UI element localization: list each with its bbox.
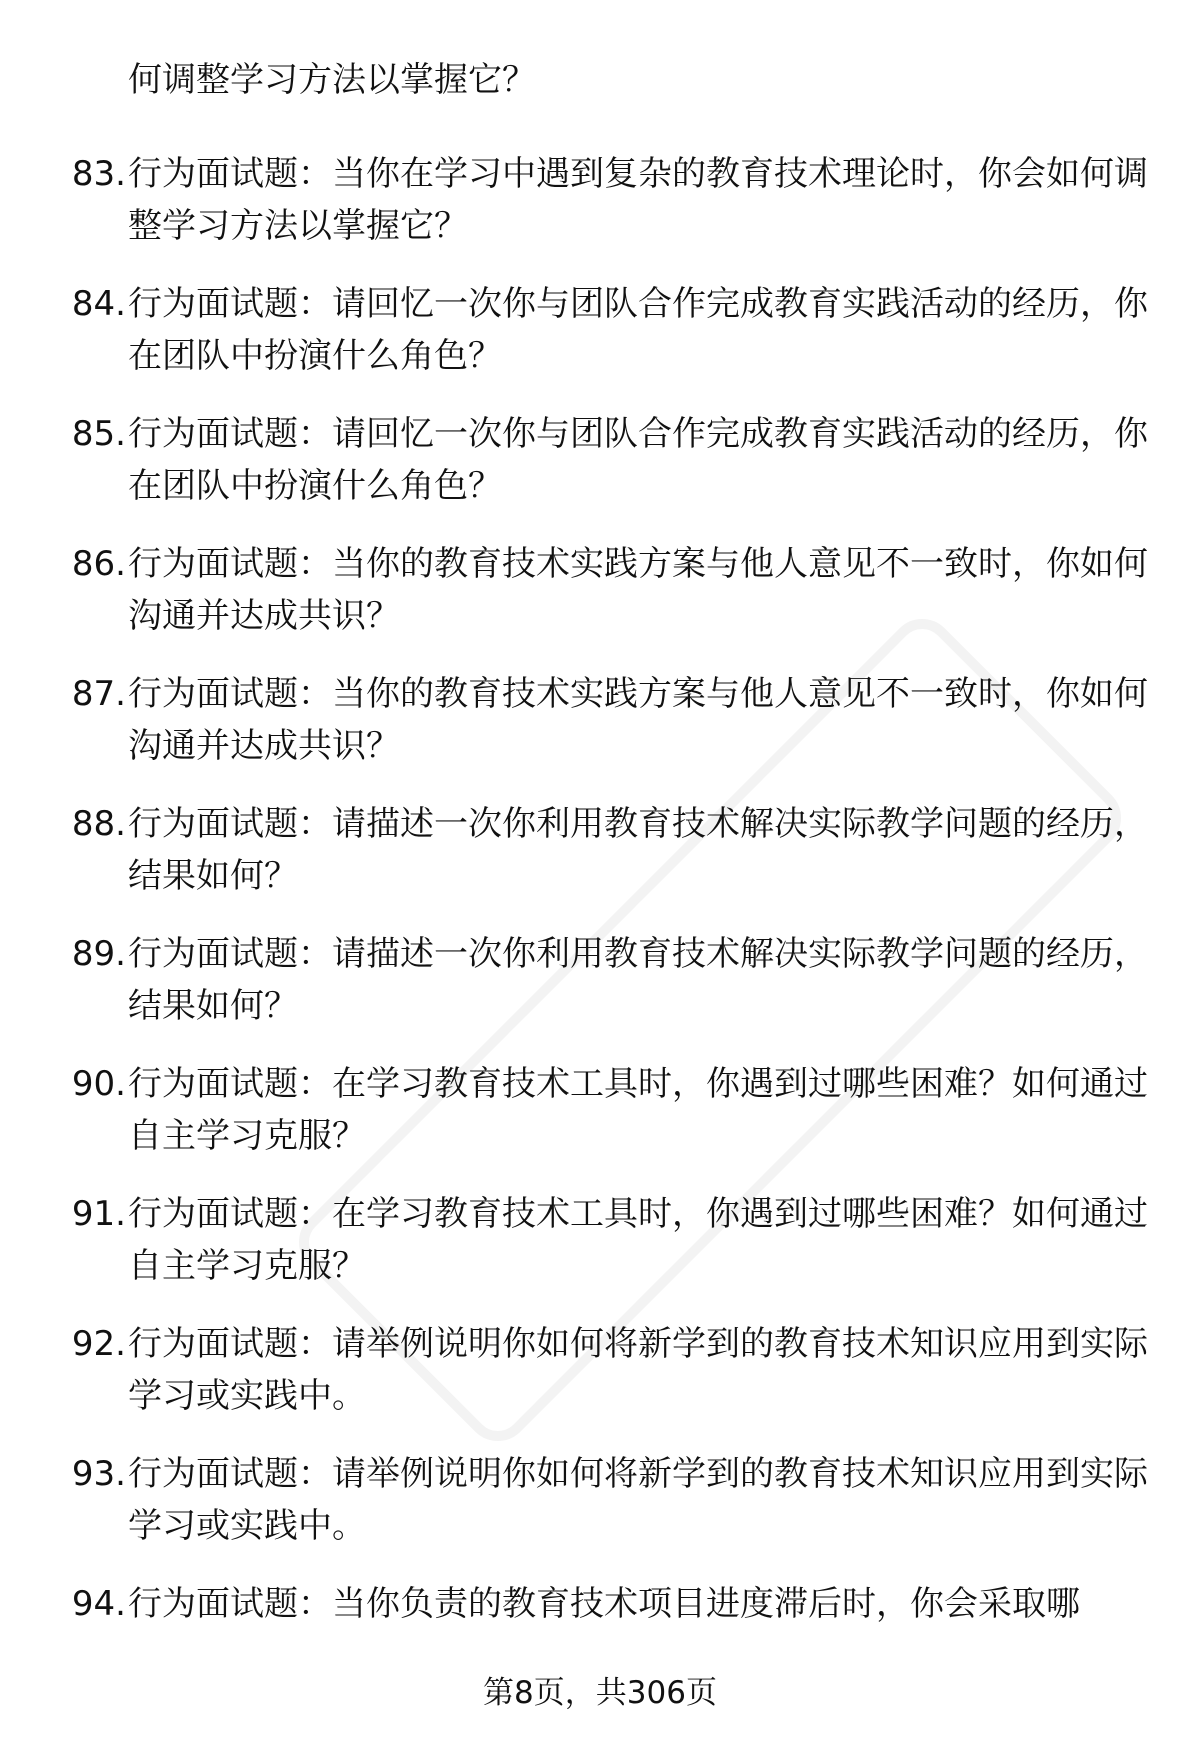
question-text: 行为面试题：请描述一次你利用教育技术解决实际教学问题的经历，结果如何？ bbox=[128, 934, 1148, 1026]
question-number: 92. bbox=[71, 1324, 126, 1364]
question-item bbox=[0, 1448, 1200, 1578]
question-list bbox=[0, 148, 1200, 1708]
question-item bbox=[0, 538, 1200, 668]
question-text: 行为面试题：请描述一次你利用教育技术解决实际教学问题的经历，结果如何？ bbox=[128, 804, 1148, 896]
page-number-footer: 第8页，共306页 bbox=[483, 1675, 717, 1711]
question-number: 89. bbox=[71, 934, 126, 974]
question-text: 行为面试题：请举例说明你如何将新学到的教育技术知识应用到实际学习或实践中。 bbox=[128, 1324, 1148, 1416]
question-item bbox=[0, 278, 1200, 408]
question-item bbox=[0, 1188, 1200, 1318]
question-text: 行为面试题：请举例说明你如何将新学到的教育技术知识应用到实际学习或实践中。 bbox=[128, 1454, 1148, 1546]
question-item bbox=[0, 1318, 1200, 1448]
question-text: 行为面试题：在学习教育技术工具时，你遇到过哪些困难？如何通过自主学习克服？ bbox=[128, 1064, 1148, 1156]
question-text: 行为面试题：当你的教育技术实践方案与他人意见不一致时，你如何沟通并达成共识？ bbox=[128, 544, 1148, 636]
question-item bbox=[0, 928, 1200, 1058]
question-item bbox=[0, 1058, 1200, 1188]
question-text: 行为面试题：当你的教育技术实践方案与他人意见不一致时，你如何沟通并达成共识？ bbox=[128, 674, 1148, 766]
question-item bbox=[0, 798, 1200, 928]
question-number: 84. bbox=[71, 284, 126, 324]
question-number: 91. bbox=[71, 1194, 126, 1234]
question-number: 85. bbox=[71, 414, 126, 454]
question-text: 行为面试题：请回忆一次你与团队合作完成教育实践活动的经历，你在团队中扮演什么角色？ bbox=[128, 284, 1148, 376]
question-number: 86. bbox=[71, 544, 126, 584]
question-text: 行为面试题：当你负责的教育技术项目进度滞后时，你会采取哪 bbox=[128, 1584, 1080, 1624]
question-item bbox=[0, 668, 1200, 798]
question-number: 90. bbox=[71, 1064, 126, 1104]
question-text: 行为面试题：在学习教育技术工具时，你遇到过哪些困难？如何通过自主学习克服？ bbox=[128, 1194, 1148, 1286]
question-item bbox=[0, 148, 1200, 278]
question-text: 行为面试题：当你在学习中遇到复杂的教育技术理论时，你会如何调整学习方法以掌握它？ bbox=[128, 154, 1148, 246]
question-item bbox=[0, 408, 1200, 538]
question-number: 93. bbox=[71, 1454, 126, 1494]
question-number: 88. bbox=[71, 804, 126, 844]
question-number: 83. bbox=[71, 154, 126, 194]
continued-question-text: 何调整学习方法以掌握它？ bbox=[128, 60, 536, 100]
question-number: 94. bbox=[71, 1584, 126, 1624]
question-number: 87. bbox=[71, 674, 126, 714]
question-text: 行为面试题：请回忆一次你与团队合作完成教育实践活动的经历，你在团队中扮演什么角色？ bbox=[128, 414, 1148, 506]
